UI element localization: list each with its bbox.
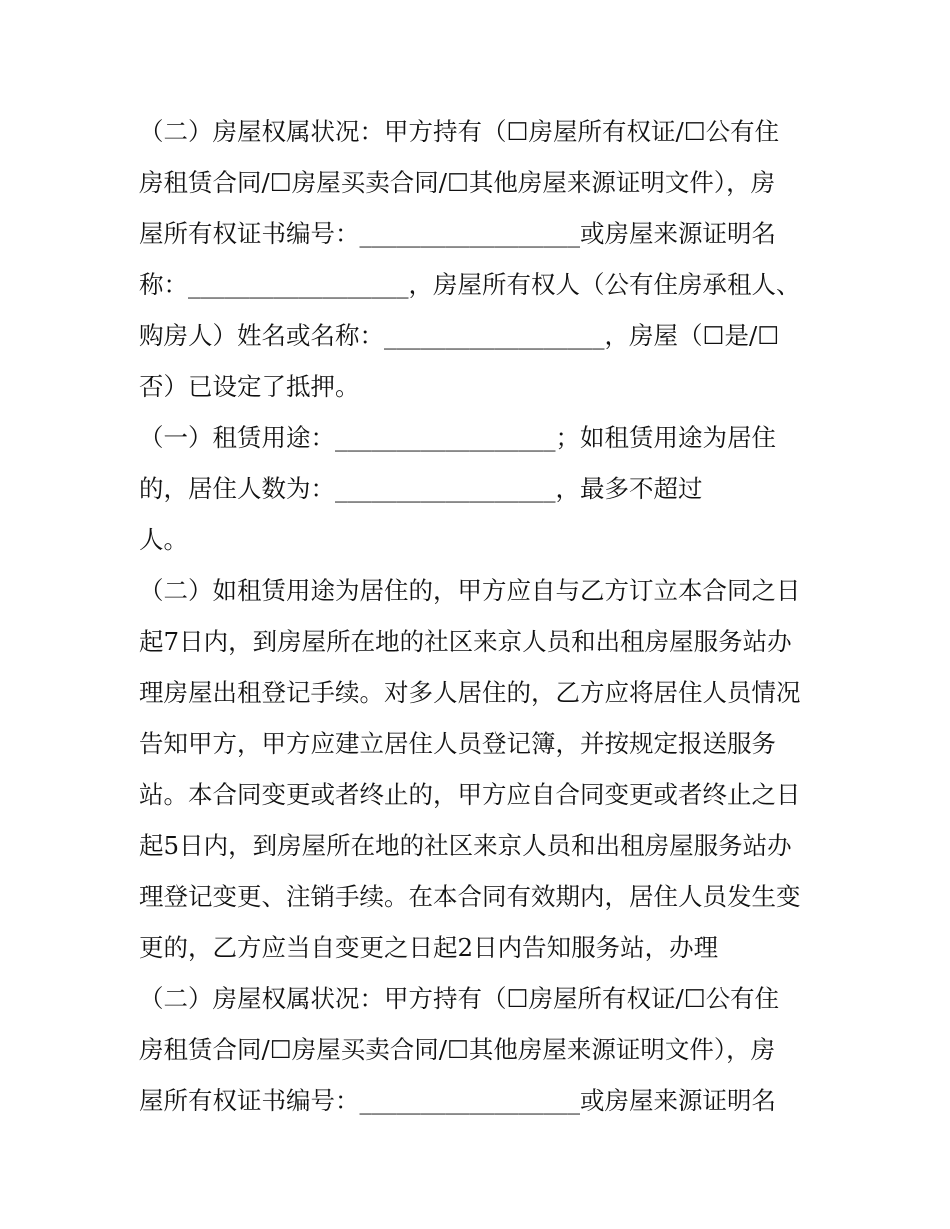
- text-line-content: 否）已设定了抵押。: [139, 372, 360, 401]
- text-line: [139, 973, 819, 1024]
- text-line: [139, 463, 819, 514]
- text-line-content: （二）房屋权属状况：甲方持有（☐房屋所有权证/☐公有住: [139, 984, 780, 1013]
- text-line: [139, 361, 819, 412]
- text-line-content: 起7日内，到房屋所在地的社区来京人员和出租房屋服务站办: [139, 627, 792, 656]
- text-line: [139, 259, 819, 310]
- text-line: [139, 922, 819, 973]
- text-line: [139, 718, 819, 769]
- text-line-content: 起5日内，到房屋所在地的社区来京人员和出租房屋服务站办: [139, 831, 792, 860]
- text-line-content: （一）租赁用途：__________________；如租赁用途为居住: [139, 423, 776, 452]
- text-line-content: 称：__________________，房屋所有权人（公有住房承租人、: [139, 270, 801, 299]
- text-line-content: （二）如租赁用途为居住的，甲方应自与乙方订立本合同之日: [139, 576, 801, 605]
- text-line-content: 的，居住人数为：__________________，最多不超过: [139, 474, 703, 503]
- text-line: [139, 1075, 819, 1126]
- text-line-content: 房租赁合同/☐房屋买卖合同/☐其他房屋来源证明文件），房: [139, 1035, 776, 1064]
- text-line-content: （二）房屋权属状况：甲方持有（☐房屋所有权证/☐公有住: [139, 117, 780, 146]
- text-line-content: 人。: [139, 525, 188, 554]
- text-line: [139, 616, 819, 667]
- text-line: [139, 106, 819, 157]
- text-line: [139, 667, 819, 718]
- text-line: [139, 871, 819, 922]
- text-line: [139, 769, 819, 820]
- text-line: [139, 412, 819, 463]
- text-line-content: 屋所有权证书编号：__________________或房屋来源证明名: [139, 219, 776, 248]
- text-line-content: 理登记变更、注销手续。在本合同有效期内，居住人员发生变: [139, 882, 801, 911]
- text-line: [139, 310, 819, 361]
- text-line: [139, 157, 819, 208]
- text-line-content: 屋所有权证书编号：__________________或房屋来源证明名: [139, 1086, 776, 1115]
- text-line-content: 房租赁合同/☐房屋买卖合同/☐其他房屋来源证明文件），房: [139, 168, 776, 197]
- text-line-content: 告知甲方，甲方应建立居住人员登记簿，并按规定报送服务: [139, 729, 776, 758]
- text-line-content: 购房人）姓名或名称：__________________，房屋（☐是/☐: [139, 321, 780, 350]
- text-line: [139, 208, 819, 259]
- text-line: [139, 565, 819, 616]
- text-line-content: 更的，乙方应当自变更之日起2日内告知服务站，办理: [139, 933, 719, 962]
- text-line: [139, 820, 819, 871]
- text-line: [139, 514, 819, 565]
- text-line-content: 站。本合同变更或者终止的，甲方应自合同变更或者终止之日: [139, 780, 801, 809]
- text-line: [139, 1024, 819, 1075]
- text-line-content: 理房屋出租登记手续。对多人居住的，乙方应将居住人员情况: [139, 678, 801, 707]
- document-body: [139, 106, 819, 1126]
